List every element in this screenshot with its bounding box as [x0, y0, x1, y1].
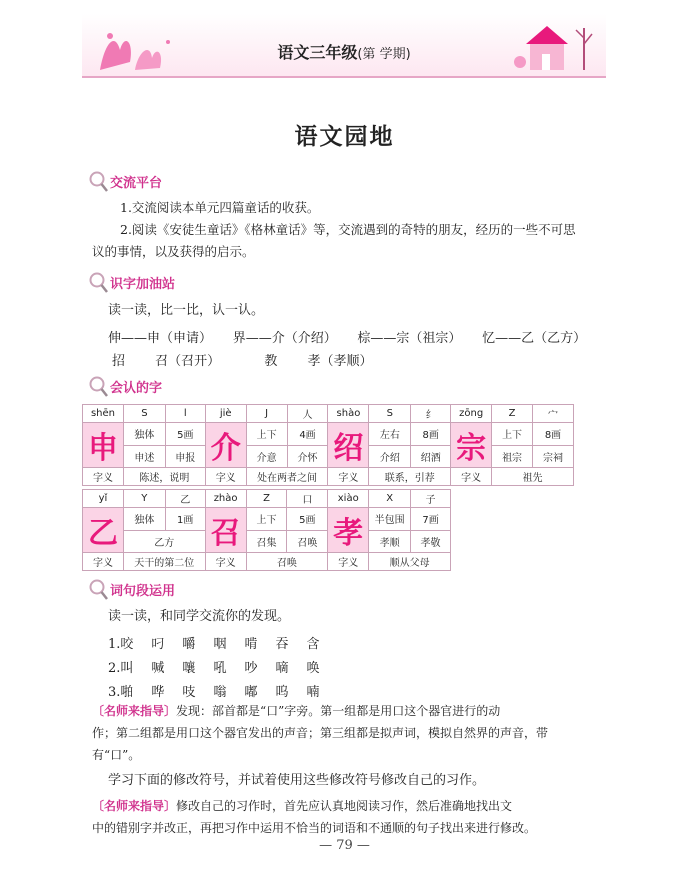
word: 申报	[165, 445, 205, 468]
section-label: 交流平台	[110, 176, 163, 191]
capital-letter: J	[246, 405, 287, 423]
structure: 上下	[246, 508, 287, 531]
word: 宗祠	[533, 445, 574, 468]
word-group-2: 2.叫 喊 嚷 吼 吵 嘀 唤	[108, 661, 320, 676]
big-char: 申	[83, 423, 124, 468]
word: 孝敬	[411, 530, 451, 553]
stroke-count: 5画	[165, 423, 205, 446]
meaning: 处在两者之间	[246, 468, 328, 486]
meaning: 顺从父母	[369, 553, 451, 571]
compare-item: 界——介（介绍）	[232, 331, 337, 346]
radical: 纟	[411, 405, 451, 423]
compare-item: 召（召开）	[155, 354, 221, 369]
pinyin: shào	[328, 405, 369, 423]
tip-paragraph-1: 〔名师来指导〕发现：部首都是“口”字旁。第一组都是用口这个器官进行的动	[92, 704, 501, 718]
structure: 半包围	[369, 508, 411, 531]
radical: 宀	[533, 405, 574, 423]
radical: l	[165, 405, 205, 423]
section-label: 词句段运用	[110, 584, 176, 599]
magnifier-icon	[88, 170, 110, 194]
radical: 口	[287, 490, 328, 508]
word: 介意	[246, 445, 287, 468]
capital-letter: S	[369, 405, 411, 423]
magnifier-icon	[88, 271, 110, 295]
pinyin: xiào	[328, 490, 369, 508]
structure: 上下	[492, 423, 533, 446]
pinyin: yǐ	[83, 490, 124, 508]
magnifier-icon	[88, 578, 110, 602]
stroke-count: 4画	[287, 423, 328, 446]
stroke-count: 8画	[533, 423, 574, 446]
page-number: — 79 —	[319, 838, 370, 853]
radical: 人	[287, 405, 328, 423]
paragraph: 中的错别字并改正，再把习作中运用不恰当的词语和不通顺的句子找出来进行修改。	[92, 821, 537, 835]
meaning: 天干的第二位	[123, 553, 205, 571]
header-title: 语文三年级(第 学期)	[277, 43, 411, 62]
structure: 上下	[246, 423, 287, 446]
big-char: 介	[205, 423, 246, 468]
word: 召唤	[287, 530, 328, 553]
meaning: 召唤	[246, 553, 328, 571]
big-char: 乙	[83, 508, 124, 553]
compare-item: 孝（孝顺）	[307, 354, 373, 369]
meaning: 陈述，说明	[123, 468, 205, 486]
compare-row	[112, 350, 372, 369]
paragraph: 议的事情，以及获得的启示。	[92, 244, 255, 259]
meaning-label: 字义	[328, 553, 369, 571]
paragraph: 读一读，比一比，认一认。	[108, 303, 265, 318]
char-table-row2	[82, 489, 451, 571]
word: 申述	[123, 445, 165, 468]
paragraph: 学习下面的修改符号，并试着使用这些修改符号修改自己的习作。	[108, 773, 486, 788]
structure: 左右	[369, 423, 411, 446]
pinyin: shēn	[83, 405, 124, 423]
stroke-count: 8画	[411, 423, 451, 446]
compare-item: 忆——乙（乙方）	[482, 331, 587, 346]
section-label: 识字加油站	[110, 277, 176, 292]
radical: 子	[411, 490, 451, 508]
capital-letter: S	[123, 405, 165, 423]
word: 召集	[246, 530, 287, 553]
meaning: 联系，引荐	[369, 468, 451, 486]
capital-letter: Y	[123, 490, 165, 508]
big-char: 孝	[328, 508, 369, 553]
big-char: 宗	[451, 423, 492, 468]
section-label: 会认的字	[110, 381, 163, 396]
word-group-1: 1.咬 叼 嚼 咽 啃 吞 含	[108, 637, 320, 652]
big-char: 绍	[328, 423, 369, 468]
meaning-label: 字义	[83, 468, 124, 486]
stroke-count: 7画	[411, 508, 451, 531]
word: 介怀	[287, 445, 328, 468]
structure: 独体	[123, 423, 165, 446]
paragraph: 作；第二组都是用口这个器官发出的声音；第三组都是拟声词，模拟自然界的声音，带	[92, 726, 549, 740]
magnifier-icon	[88, 375, 110, 399]
tip-label: 〔名师来指导〕	[92, 799, 177, 813]
word: 乙方	[123, 530, 205, 553]
paragraph: 1.交流阅读本单元四篇童话的收获。	[120, 200, 320, 215]
tip-label: 〔名师来指导〕	[92, 704, 177, 718]
paragraph: 有“口”。	[92, 748, 141, 762]
meaning-label: 字义	[83, 553, 124, 571]
meaning-label: 字义	[328, 468, 369, 486]
pinyin: jiè	[205, 405, 246, 423]
word-group-3: 3.啪 哗 吱 嗡 嘟 呜 喃	[108, 685, 320, 700]
paragraph: 2.阅读《安徒生童话》《格林童话》等，交流遇到的奇特的朋友，经历的一些不可思	[120, 222, 576, 237]
compare-item: 教	[264, 354, 278, 369]
paragraph: 读一读，和同学交流你的发现。	[108, 609, 291, 624]
page-header	[82, 14, 606, 78]
compare-item: 棕——宗（祖宗）	[357, 331, 462, 346]
word: 祖宗	[492, 445, 533, 468]
pinyin: zhào	[205, 490, 246, 508]
word: 介绍	[369, 445, 411, 468]
meaning-label: 字义	[205, 468, 246, 486]
page-title: 语文园地	[294, 123, 395, 150]
char-table-row1	[82, 404, 574, 486]
compare-row	[108, 327, 586, 346]
header-decoration-right	[510, 18, 600, 74]
word: 绍酒	[411, 445, 451, 468]
meaning-label: 字义	[205, 553, 246, 571]
compare-item: 伸——申（申请）	[108, 331, 213, 346]
pinyin: zōng	[451, 405, 492, 423]
radical: 乙	[165, 490, 205, 508]
capital-letter: Z	[246, 490, 287, 508]
tip-paragraph-2: 〔名师来指导〕修改自己的习作时，首先应认真地阅读习作，然后准确地找出文	[92, 799, 513, 813]
capital-letter: Z	[492, 405, 533, 423]
capital-letter: X	[369, 490, 411, 508]
word: 孝顺	[369, 530, 411, 553]
stroke-count: 1画	[165, 508, 205, 531]
big-char: 召	[205, 508, 246, 553]
compare-item: 招	[112, 354, 126, 369]
meaning-label: 字义	[451, 468, 492, 486]
stroke-count: 5画	[287, 508, 328, 531]
structure: 独体	[123, 508, 165, 531]
meaning: 祖先	[492, 468, 574, 486]
